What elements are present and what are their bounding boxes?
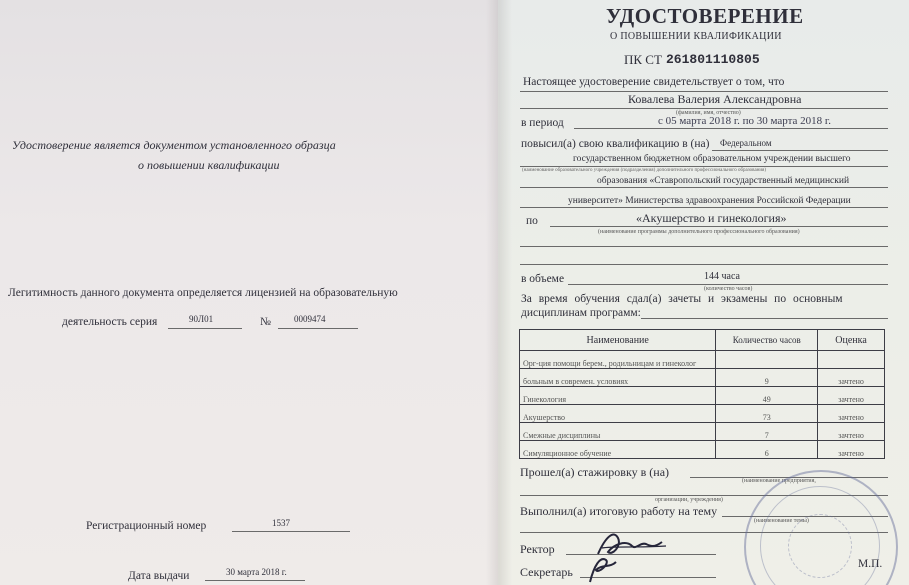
exams-line-1: За время обучения сдал(а) зачеты и экзамены по основным [521,293,843,305]
row-discipline: больным в современ. условиях [520,369,716,387]
org-line-4-rule [520,207,888,208]
program-label: по [526,215,538,227]
series-number: 261801110805 [666,52,760,67]
row-discipline: Гинекология [520,387,716,405]
license-series: 90Л01 [189,314,214,324]
license-number: 0009474 [294,314,326,324]
license-number-line [278,328,358,329]
doc-title: УДОСТОВЕРЕНИЕ [606,4,804,28]
table-row [520,405,885,423]
program-caption: (наименование программы дополнительного профессионального образования) [598,229,800,235]
improved-label: повысил(а) свою квалификацию в (на) [521,138,710,150]
doc-subtitle: О ПОВЫШЕНИИ КВАЛИФИКАЦИИ [610,31,782,42]
row-grade: зачтено [818,369,885,387]
program-line [550,226,888,227]
final-work-label: Выполнил(а) итоговую работу на тему [520,504,718,518]
program-value: «Акушерство и гинекология» [636,211,787,225]
exams-line-2: дисциплинам программ: [521,307,641,319]
header-name: Наименование [520,330,716,351]
row-discipline: Орг-ция помощи берем., родильницам и гинеколог [520,351,716,369]
person-line [520,108,888,109]
internship-caption: (наименование предприятия, [742,478,816,484]
period-value: с 05 марта 2018 г. по 30 марта 2018 г. [658,115,831,127]
org-caption: (наименование образовательного учреждения (подразделения) дополнительного профессионального образования) [522,168,767,173]
row-grade: зачтено [818,405,885,423]
table-row [520,369,885,387]
person-caption: (фамилия, имя, отчество) [676,110,741,116]
row-hours: 49 [716,387,818,405]
exams-line-rule [641,318,888,319]
row-discipline: Смежные дисциплины [520,423,716,441]
improved-line [712,150,888,151]
org-line-2: государственном бюджетном образовательном учреждении высшего [573,154,851,164]
period-label: в период [521,117,564,129]
secretary-label: Секретарь [520,565,573,579]
series-label: ПК СТ [624,52,662,67]
row-hours [716,351,818,369]
program-extra-line-1 [520,246,888,247]
final-work-caption: (наименование темы) [754,518,809,524]
mp-label: М.П. [858,558,883,570]
table-row [520,441,885,459]
row-hours: 73 [716,405,818,423]
volume-value: 144 часа [704,271,740,282]
intro-line-1: Удостоверение является документом установленного образца [12,138,336,152]
header-hours: Количество часов [716,330,818,351]
table-row [520,351,885,369]
org-line-1: Федеральном [720,138,772,148]
reg-number-label: Регистрационный номер [86,520,207,532]
grades-header-row [520,330,885,351]
volume-label: в объеме [521,273,565,285]
person-name: Ковалева Валерия Александровна [628,92,802,106]
issue-date-value: 30 марта 2018 г. [226,567,287,577]
row-hours: 7 [716,423,818,441]
row-grade: зачтено [818,441,885,459]
table-row [520,423,885,441]
table-row [520,387,885,405]
row-hours: 6 [716,441,818,459]
org-line-2-rule [520,166,888,167]
period-line [574,128,888,129]
internship-label: Прошел(а) стажировку в (на) [520,465,670,479]
volume-line [568,284,888,285]
org-line-3: образования «Ставропольский государственный медицинский [597,176,850,186]
org-line-3-rule [520,187,888,188]
secretary-signature [584,550,624,585]
row-discipline: Акушерство [520,405,716,423]
certifies-text: Настоящее удостоверение свидетельствует о том, что [523,76,785,88]
reg-number-line [232,531,350,532]
program-extra-line-2 [520,264,888,265]
number-sign: № [260,316,271,328]
issue-date-label: Дата выдачи [128,570,190,582]
issue-date-line [205,580,305,581]
license-series-line [168,328,242,329]
row-discipline: Симуляционное обучение [520,441,716,459]
internship-caption-2: организации, учреждения) [655,497,723,503]
legitimacy-line-2: деятельность серия [62,316,158,328]
legitimacy-line-1: Легитимность данного документа определяется лицензией на образовательную [8,287,398,299]
page-fold [486,0,512,585]
row-grade: зачтено [818,387,885,405]
volume-caption: (количество часов) [704,286,753,292]
org-line-4: университет» Министерства здравоохранения Российской Федерации [568,196,851,206]
rector-label: Ректор [520,542,555,556]
row-grade: зачтено [818,423,885,441]
grades-table [519,329,885,459]
header-grade: Оценка [818,330,885,351]
row-grade [818,351,885,369]
intro-line-2: о повышении квалификации [138,158,280,172]
row-hours: 9 [716,369,818,387]
reg-number-value: 1537 [272,518,290,528]
